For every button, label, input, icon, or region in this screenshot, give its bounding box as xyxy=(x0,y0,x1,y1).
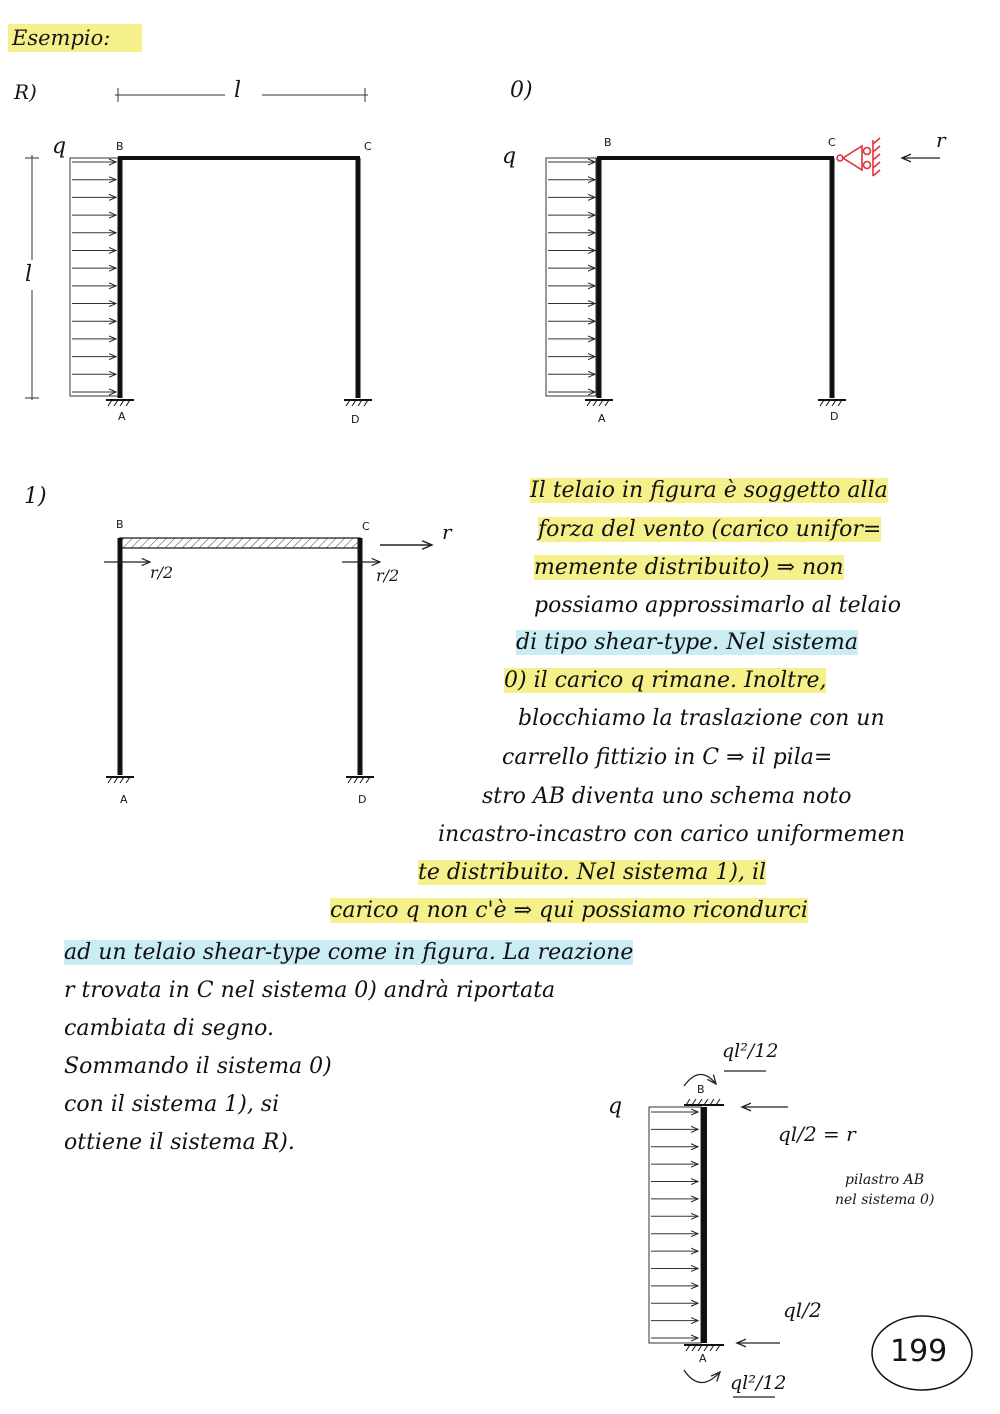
force-label-r-half-C: r/2 xyxy=(376,566,400,585)
node-D-0: D xyxy=(830,410,839,423)
reaction-label-top: ql/2 = r xyxy=(778,1122,856,1146)
paragraph-line-10: incastro-incastro con carico uniformemen xyxy=(438,822,905,847)
reaction-label-r-0: r xyxy=(936,128,946,152)
paragraph-line-1: Il telaio in figura è soggetto alla xyxy=(530,478,888,503)
paragraph-line-2: forza del vento (carico unifor= xyxy=(538,517,882,542)
paragraph-line-12: carico q non c'è ⇒ qui possiamo ricondurci xyxy=(330,898,808,923)
node-C-0: C xyxy=(828,136,836,149)
force-label-r-half-B: r/2 xyxy=(150,563,174,582)
node-B-0: B xyxy=(604,136,612,149)
moment-label-bottom: ql²/12 xyxy=(730,1372,787,1394)
node-D-1: D xyxy=(358,793,367,806)
reaction-label-bottom: ql/2 xyxy=(783,1298,822,1322)
node-D-R: D xyxy=(351,413,360,426)
paragraph-line-14: r trovata in C nel sistema 0) andrà riportata xyxy=(64,978,556,1003)
load-arrows-R xyxy=(72,162,116,392)
label-system-1: 1) xyxy=(24,484,47,509)
paragraph-line-9: stro AB diventa uno schema noto xyxy=(482,784,852,809)
paragraph-line-4: possiamo approssimarlo al telaio xyxy=(534,593,902,618)
heading: Esempio: xyxy=(12,26,111,50)
force-label-r-1: r xyxy=(442,520,452,544)
node-B-R: B xyxy=(116,140,124,153)
dim-label-l-horizontal: l xyxy=(234,78,242,103)
load-label-q-column: q xyxy=(608,1094,623,1119)
roller-support-C xyxy=(837,138,880,176)
node-C-R: C xyxy=(364,140,372,153)
dim-label-l-vertical: l xyxy=(25,262,33,287)
node-B-1: B xyxy=(116,518,124,531)
node-B-column: B xyxy=(697,1083,705,1096)
frame-R xyxy=(25,88,372,406)
frame-0 xyxy=(546,138,940,406)
paragraph-line-17: con il sistema 1), si xyxy=(64,1092,280,1117)
column-note-line-2: nel sistema 0) xyxy=(835,1192,935,1208)
node-A-0: A xyxy=(598,412,606,425)
node-A-column: A xyxy=(699,1352,707,1365)
paragraph-line-6: 0) il carico q rimane. Inoltre, xyxy=(504,668,827,693)
load-label-q-R: q xyxy=(52,134,67,159)
label-system-0: 0) xyxy=(510,78,533,103)
paragraph-line-16: Sommando il sistema 0) xyxy=(64,1054,332,1079)
paragraph-line-11: te distribuito. Nel sistema 1), il xyxy=(418,860,767,885)
paragraph-line-5: di tipo shear-type. Nel sistema xyxy=(516,630,858,655)
paragraph-line-8: carrello fittizio in C ⇒ il pila= xyxy=(502,745,833,770)
paragraph-line-13: ad un telaio shear-type come in figura. La reazione xyxy=(64,940,634,965)
column-note-line-1: pilastro AB xyxy=(845,1172,925,1188)
page-number: 199 xyxy=(890,1334,948,1369)
load-arrows-0 xyxy=(548,162,595,392)
paragraph-line-15: cambiata di segno. xyxy=(64,1016,275,1041)
paragraph-line-18: ottiene il sistema R). xyxy=(64,1130,295,1155)
paragraph-line-7: blocchiamo la traslazione con un xyxy=(518,706,885,731)
node-C-1: C xyxy=(362,520,370,533)
load-arrows-column xyxy=(651,1112,698,1338)
moment-label-top: ql²/12 xyxy=(722,1040,779,1062)
paragraph-line-3: memente distribuito) ⇒ non xyxy=(534,555,844,580)
node-A-1: A xyxy=(120,793,128,806)
label-system-R: R) xyxy=(14,80,37,104)
node-A-R: A xyxy=(118,410,126,423)
load-label-q-0: q xyxy=(502,144,517,169)
